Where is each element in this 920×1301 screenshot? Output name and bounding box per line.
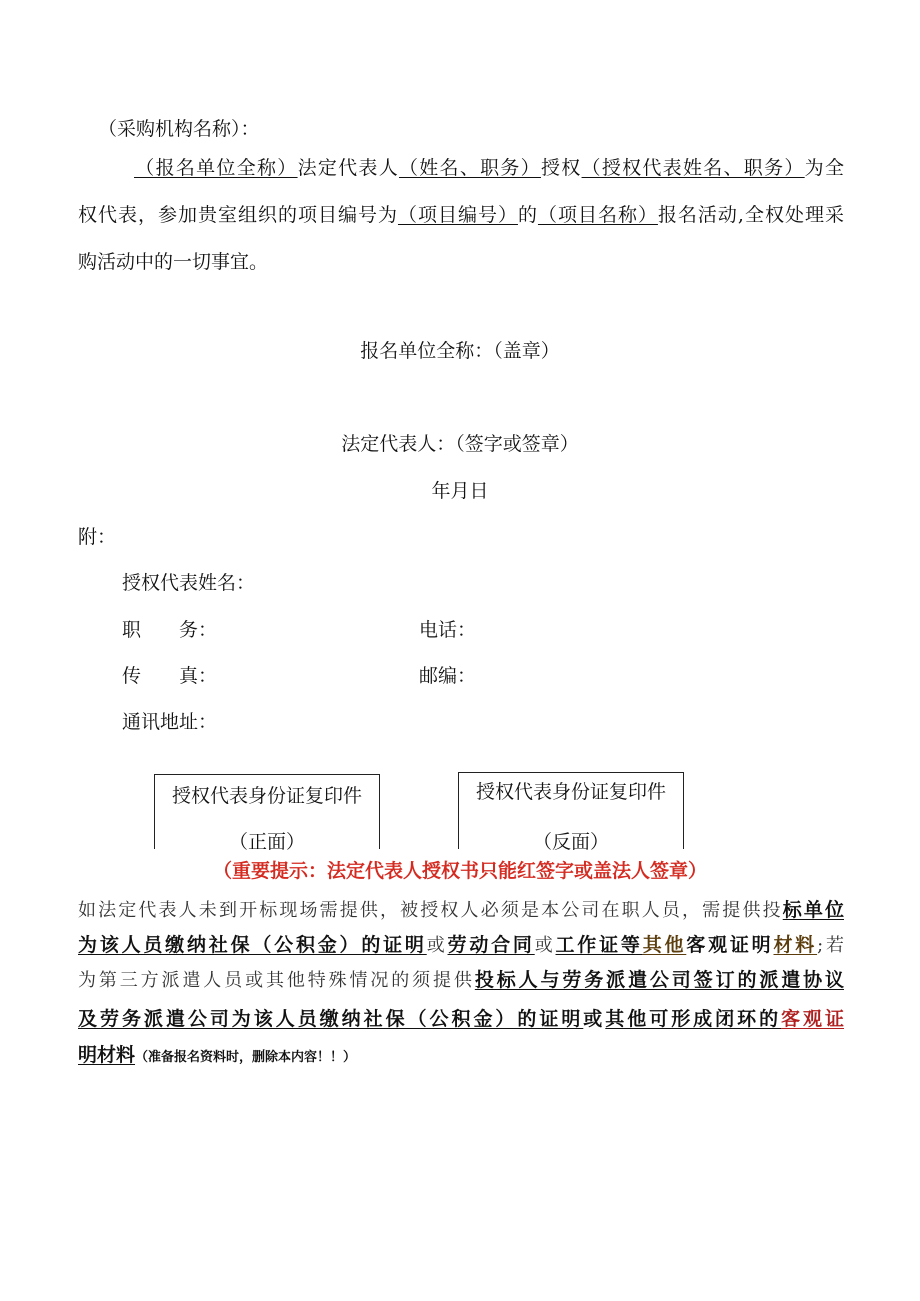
salutation: （采购机构名称）： <box>98 118 260 140</box>
note-text: 及劳务派遣公司为该人员缴纳社保（公积金）的证明 <box>78 1008 584 1030</box>
postcode-label: 邮编： <box>419 665 477 687</box>
id-back-box <box>458 772 684 853</box>
body-line-2 <box>78 203 844 227</box>
fax-label: 传 真： <box>122 665 218 687</box>
note-text: 其他可形成闭环的 <box>605 1008 782 1030</box>
note-text: 客观证明 <box>686 934 774 956</box>
note-text: 明材料 <box>78 1044 136 1066</box>
note-text: 投标人与劳务派遣公司签订的派遣协议 <box>474 969 844 991</box>
note-text: ;若 <box>817 935 844 956</box>
line2-start: 权代表，参加贵室组织的项目编号为 <box>78 204 398 226</box>
legal-rep-placeholder: （姓名、职务） <box>398 157 541 179</box>
note-line-5 <box>78 1041 844 1072</box>
company-seal-line: 报名单位全称：（盖章） <box>360 340 560 362</box>
address-label: 通讯地址： <box>122 711 218 733</box>
note-line-3 <box>78 966 844 995</box>
delete-reminder: （准备报名资料时，删除本内容！！） <box>135 1050 357 1065</box>
full-rep-text: 为全 <box>804 157 844 179</box>
legal-rep-sign-line: 法定代表人：（签字或签章） <box>341 433 579 455</box>
body-line-3: 购活动中的一切事宜。 <box>78 251 269 273</box>
note-text: 材料 <box>773 934 818 956</box>
agent-placeholder: （授权代表姓名、职务） <box>581 157 805 179</box>
id-front-title: 授权代表身份证复印件 <box>171 785 362 807</box>
note-line-1 <box>78 896 844 925</box>
note-text: 为该人员缴纳社保（公积金）的证明 <box>78 934 427 956</box>
of-text: 的 <box>517 204 538 226</box>
legal-rep-text: 法定代表人 <box>297 157 399 179</box>
agent-name-label: 授权代表姓名： <box>122 572 256 594</box>
note-line-4 <box>78 1005 844 1033</box>
id-front-box <box>154 774 380 853</box>
warning-notice: （重要提示：法定代表人授权书只能红签字或盖法人签章） <box>212 860 707 882</box>
phone-label: 电话： <box>419 619 477 641</box>
id-front-side: （正面） <box>228 831 305 853</box>
note-text: 或 <box>534 935 556 956</box>
project-name-placeholder: （项目名称） <box>537 204 658 226</box>
company-name-placeholder: （报名单位全称） <box>134 157 298 179</box>
id-back-title: 授权代表身份证复印件 <box>475 781 666 803</box>
appendix-label: 附： <box>78 526 117 548</box>
note-text: 标单位 <box>782 899 844 921</box>
position-label: 职 务： <box>122 619 218 641</box>
authorize-text: 授权 <box>540 157 582 179</box>
note-text: 如法定代表人未到开标现场需提供，被授权人必须是本公司在职人员，需提供投 <box>78 900 783 921</box>
note-text: 劳动合同 <box>447 934 535 956</box>
line2-end: 报名活动,全权处理采 <box>657 204 844 226</box>
note-text: 其他 <box>642 934 687 956</box>
note-text: 客观证 <box>781 1008 844 1030</box>
date-line: 年月日 <box>431 480 489 502</box>
note-line-2 <box>78 931 844 960</box>
note-text: 为第三方派遣人员或其他特殊情况的须提供 <box>78 970 475 991</box>
project-number-placeholder: （项目编号） <box>397 204 518 226</box>
id-back-side: （反面） <box>532 831 609 853</box>
note-text: 或 <box>426 935 448 956</box>
note-text: 或 <box>583 1008 606 1030</box>
note-text: 工作证等 <box>555 934 643 956</box>
body-line-1 <box>78 156 844 180</box>
